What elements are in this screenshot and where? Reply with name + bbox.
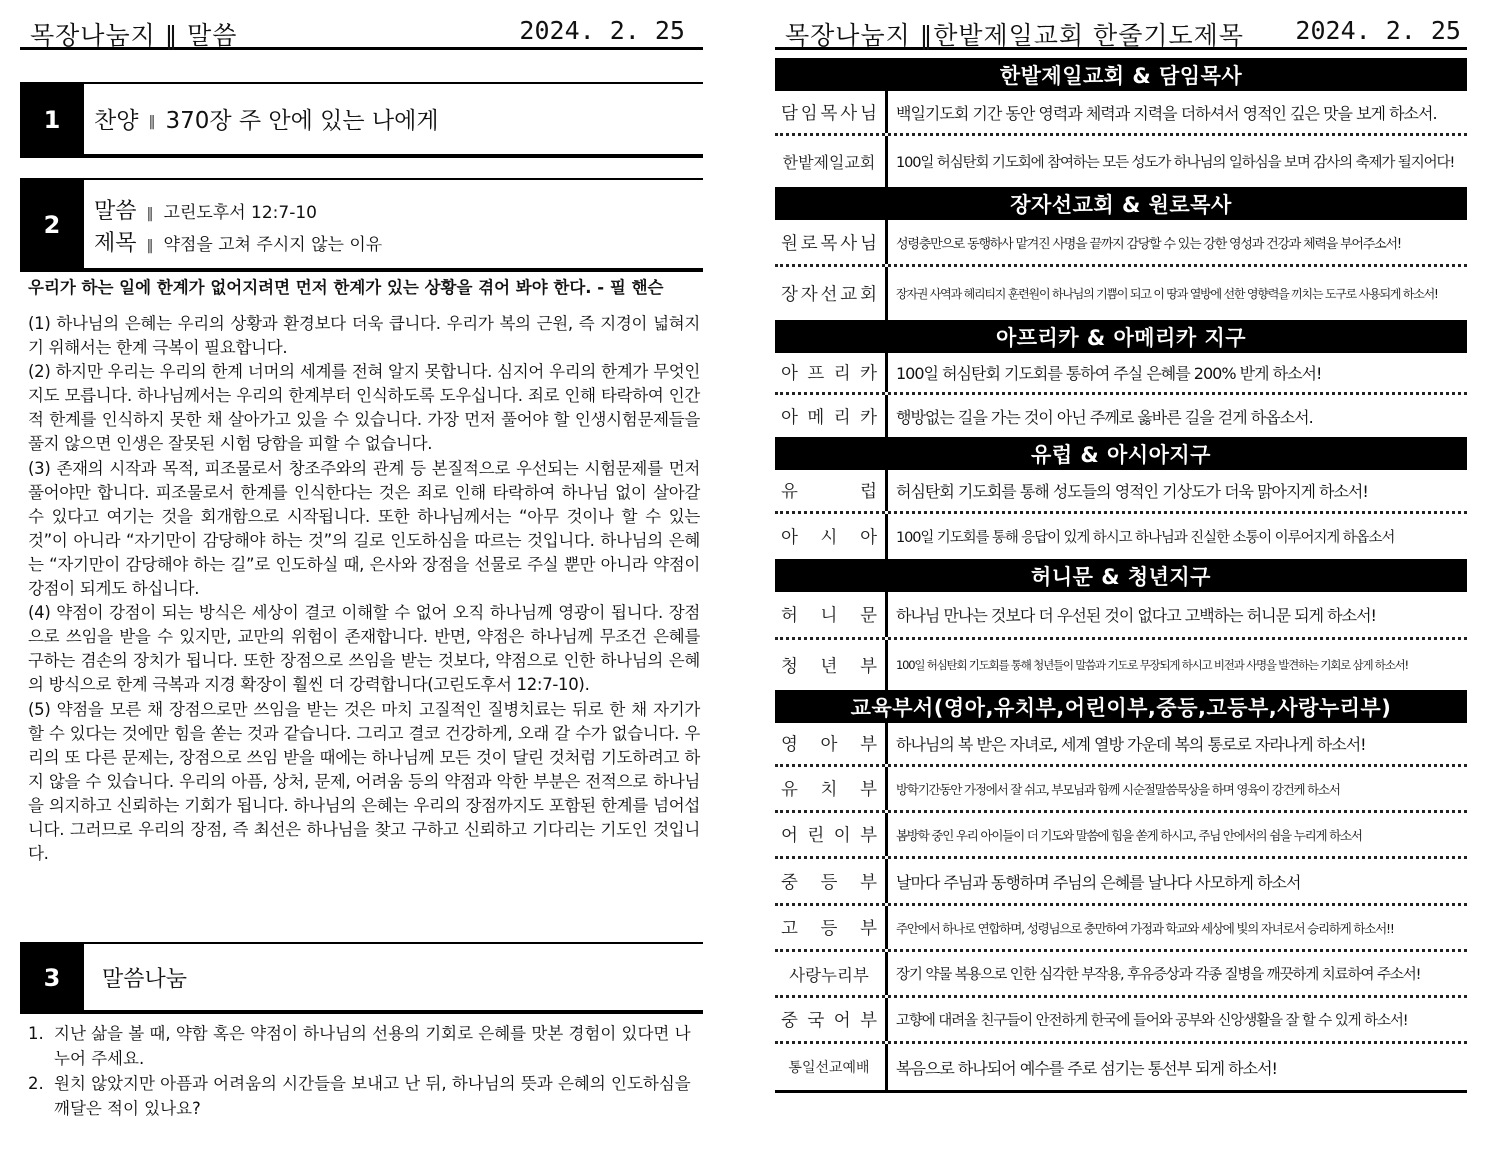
prayer-label [775, 640, 885, 690]
prayer-text: 행방없는 길을 가는 것이 아닌 주께로 옳바른 길을 걷게 하옵소서. [885, 395, 1467, 437]
praise-label: 찬양 [94, 108, 139, 134]
prayer-label [775, 395, 885, 437]
prayer-label [775, 91, 885, 133]
praise-line [94, 102, 439, 135]
scripture-line [94, 194, 317, 225]
label-char: 회 [860, 285, 877, 305]
label-char: 임 [800, 103, 818, 124]
label-char: 장 [781, 285, 798, 305]
label-char: 청 [781, 656, 798, 677]
prayer-text: 백일기도회 기간 동안 영력과 체력과 지력을 더하셔서 영적인 깊은 맛을 보게 하소서. [885, 91, 1467, 133]
section-divider [84, 154, 703, 158]
label-char: 린 [807, 826, 825, 846]
left-page-title: 목장나눔지 ‖ 말씀 [30, 21, 238, 50]
prayer-label [775, 514, 885, 559]
label-char: 아 [781, 528, 798, 548]
sermon-title: 약점을 고쳐 주시지 않는 이유 [163, 235, 383, 255]
title-label: 제목 [94, 231, 137, 256]
prayer-label [775, 592, 885, 637]
label-char: 럽 [860, 482, 877, 502]
scripture-label: 말씀 [94, 199, 137, 224]
question-text: 원치 않았지만 아픔과 어려움의 시간들을 보내고 난 뒤, 하나님의 뜻과 은혜의 인도하심을 깨달은 적이 있나요? [54, 1074, 691, 1118]
section-sharing [20, 942, 703, 1014]
prayer-label [775, 470, 885, 511]
left-page-header [20, 10, 703, 50]
prayer-text: 허심탄회 기도회를 통해 성도들의 영적인 기상도가 더욱 맑아지게 하소서! [885, 470, 1467, 511]
right-page-header [775, 10, 1467, 50]
prayer-row [775, 353, 1467, 395]
prayer-row [775, 723, 1467, 767]
prayer-label [775, 267, 885, 320]
label-char: 로 [800, 233, 818, 254]
question-text: 지난 삶을 볼 때, 약함 혹은 약점이 하나님의 선용의 기회로 은혜를 맛본 경험이 있다면 나누어 주세요. [54, 1024, 691, 1068]
prayer-label [775, 813, 885, 856]
prayer-label [775, 353, 885, 392]
sermon-paragraph: (3) 존재의 시작과 목적, 피조물로서 창조주와의 관계 등 본질적으로 우선되는 시험문제를 먼저 풀어야만 합니다. 피조물로서 한계를 인식한다는 것은 죄로 인해 타락하여 하나님 없이 살아갈 수 있다고 여기는 것을 회개함으로 시작됩니다. 또한 하나님께서는 “아무 것이나 할 수 있는 것”이 아니라 “자기만이 감당해야 하는 것”의 길로 인도하심을 따르는 것입니다. 하나님의 은혜는 “자기만이 감당해야 하는 길”로 인도하실 때, 은사와 장점을 선물로 주실 뿐만 아니라 약점이 강점이 되게도 하십니다. [28, 458, 700, 599]
label-char: 부 [860, 872, 877, 893]
label-char: 아 [820, 735, 838, 755]
label-char: 사 [840, 103, 858, 124]
left-page-date: 2024. 2. 25 [519, 16, 685, 45]
right-page-date: 2024. 2. 25 [1295, 16, 1461, 45]
label-char: 고 [781, 919, 798, 939]
prayer-label [775, 859, 885, 903]
prayer-text: 장자권 사역과 헤리티지 훈련원이 하나님의 기쁨이 되고 이 땅과 열방에 선한 영향력을 끼치는 도구로 사용되게 하소서! [885, 267, 1467, 320]
label-char: 아 [781, 364, 798, 384]
prayer-row [775, 91, 1467, 136]
sermon-paragraph: (4) 약점이 강점이 되는 방식은 세상이 결코 이해할 수 없어 오직 하나님께 영광이 됩니다. 장점으로 쓰임을 받을 수 있지만, 교만의 위험이 존재합니다. 반면, 약점은 하나님께 무조건 은혜를 구하는 겸손의 장치가 됩니다. 또한 장점으로 쓰임을 받는 것보다, 약점으로 인한 하나님의 은혜의 방식으로 한계 극복과 지경 확장이 훨씬 더 강력합니다(고린도후서 12:7-10). [28, 603, 700, 695]
label-char: 이 [833, 826, 851, 846]
prayer-row [775, 220, 1467, 267]
hymn-title: 370장 주 안에 있는 나에게 [165, 108, 439, 134]
label-char: 유 [781, 482, 798, 502]
separator: ‖ [148, 113, 156, 130]
label-char: 어 [833, 1011, 851, 1031]
label-char: 아 [860, 528, 877, 548]
scripture-reference: 고린도후서 12:7-10 [163, 203, 317, 223]
question-number: 1. [28, 1024, 44, 1043]
label-char: 부 [860, 780, 877, 800]
question-item [28, 1071, 700, 1121]
prayer-row [775, 470, 1467, 514]
prayer-row [775, 136, 1467, 187]
label-char: 카 [860, 407, 877, 428]
label-char: 등 [820, 919, 838, 939]
label-char: 유 [781, 780, 798, 800]
label-char: 리 [833, 364, 851, 384]
label-char: 목 [820, 103, 838, 124]
group-heading: 아프리카 & 아메리카 지구 [775, 320, 1467, 353]
prayer-label: 사랑누리부 [789, 965, 869, 985]
label-char: 님 [860, 103, 877, 124]
section-number: 2 [20, 178, 84, 272]
prayer-label: 통일선교예배 [788, 1060, 870, 1076]
prayer-table [775, 58, 1467, 1093]
label-char: 부 [860, 735, 877, 755]
label-char: 부 [860, 826, 877, 846]
group-heading: 한밭제일교회 & 담임목사 [775, 58, 1467, 91]
prayer-text: 날마다 주님과 동행하며 주님의 은혜를 날나다 사모하게 하소서 [885, 859, 1467, 903]
label-char: 중 [781, 1011, 798, 1031]
label-char: 시 [820, 528, 838, 548]
label-char: 카 [860, 364, 877, 384]
section-divider [84, 1010, 703, 1014]
prayer-row [775, 998, 1467, 1044]
question-list [28, 1021, 700, 1121]
group-heading: 교육부서(영아,유치부,어린이부,중등,고등부,사랑누리부) [775, 690, 1467, 723]
prayer-text: 100일 허심탄회 기도회를 통하여 주실 은혜를 200% 받게 하소서! [885, 353, 1467, 392]
section-word [20, 178, 703, 272]
prayer-row [775, 906, 1467, 952]
prayer-label [775, 723, 885, 764]
label-char: 국 [807, 1011, 825, 1031]
sharing-label: 말씀나눔 [102, 967, 188, 992]
prayer-label [775, 767, 885, 810]
prayer-row [775, 813, 1467, 859]
sermon-paragraph: (2) 하지만 우리는 우리의 한계 너머의 세계를 전혀 알지 못합니다. 심지어 우리의 한계가 무엇인지도 모릅니다. 하나님께서는 우리의 한계부터 인식하도록 도우십니다. 죄로 인해 타락하여 인간적 한계를 인식하지 못한 채 살아가고 있을 수 있습니다. 가장 먼저 풀어야 할 인생시험문제들을 풀지 않으면 인생은 잘못된 시험 당함을 피할 수 없습니다. [28, 362, 700, 454]
prayer-text: 고향에 대려올 친구들이 안전하게 한국에 들어와 공부와 신앙생활을 잘 할 수 있게 하소서! [885, 998, 1467, 1041]
prayer-text: 100일 기도회를 통해 응답이 있게 하시고 하나님과 진실한 소통이 이루어지게 하옵소서 [885, 514, 1467, 559]
label-char: 목 [820, 233, 838, 254]
label-char: 니 [820, 606, 838, 626]
section-divider [84, 942, 703, 944]
label-char: 부 [860, 919, 877, 939]
label-char: 문 [860, 606, 877, 626]
label-char: 중 [781, 872, 798, 893]
label-char: 교 [840, 285, 858, 305]
label-char: 프 [807, 364, 825, 384]
prayer-text: 복음으로 하나되어 예수를 주로 섬기는 통선부 되게 하소서! [885, 1044, 1467, 1090]
separator: ‖ [146, 205, 154, 222]
prayer-label [775, 906, 885, 949]
prayer-label: 한밭제일교회 [782, 153, 876, 172]
label-char: 자 [800, 285, 818, 305]
label-char: 영 [781, 735, 798, 755]
prayer-label [775, 220, 885, 264]
label-char: 년 [820, 656, 838, 677]
label-char: 사 [840, 233, 858, 254]
label-char: 부 [860, 656, 877, 677]
prayer-text: 장기 약물 복용으로 인한 심각한 부작용, 후유증상과 각종 질병을 깨끗하게 치료하여 주소서! [885, 952, 1467, 995]
label-char: 허 [781, 606, 798, 626]
prayer-text: 방학기간동안 가정에서 잘 쉬고, 부모님과 함께 시순절말씀묵상을 하며 영육이 강건케 하소서 [885, 767, 1467, 810]
prayer-text: 봄방학 중인 우리 아이들이 더 기도와 말씀에 힘을 쏟게 하시고, 주님 안에서의 쉼을 누리게 하소서 [885, 813, 1467, 856]
sermon-paragraph: (5) 약점을 모른 채 장점으로만 쓰임을 받는 것은 마치 고질적인 질병치료는 뒤로 한 채 자기가 할 수 있다는 것에만 힘을 쏟는 것과 같습니다. 그리고 결코 건강하게, 오래 갈 수가 없습니다. 우리의 또 다른 문제는, 장점으로 쓰임 받을 때에는 하나님께 모든 것이 달린 것처럼 기도하려고 하지 않을 수 있습니다. 우리의 아픔, 상처, 문제, 어려움 등의 약점과 악한 부분은 전적으로 하나님을 의지하고 신뢰하는 기회가 됩니다. 하나님의 은혜는 우리의 장점까지도 포함된 한계를 넘어섭니다. 그러므로 우리의 장점, 즉 최선은 하나님을 찾고 구하고 신뢰하고 기다리는 기도인 것입니다. [28, 699, 700, 864]
question-number: 2. [28, 1074, 44, 1093]
label-char: 등 [820, 872, 838, 893]
group-heading: 허니문 & 청년지구 [775, 559, 1467, 592]
sermon-body [28, 312, 700, 866]
separator: ‖ [146, 237, 154, 254]
label-char: 부 [860, 1011, 877, 1031]
prayer-row [775, 1044, 1467, 1090]
question-item [28, 1021, 700, 1071]
prayer-text: 성령충만으로 동행하사 맡겨진 사명을 끝까지 감당할 수 있는 강한 영성과 건강과 체력을 부어주소서! [885, 220, 1467, 264]
prayer-label [775, 998, 885, 1041]
prayer-row [775, 592, 1467, 640]
prayer-row [775, 267, 1467, 320]
prayer-row [775, 640, 1467, 690]
right-page [775, 0, 1467, 1150]
sermon-title-line [94, 226, 382, 257]
prayer-text: 하나님의 복 받은 자녀로, 세계 열방 가운데 복의 통로로 자라나게 하소서! [885, 723, 1467, 764]
section-divider [84, 82, 703, 84]
prayer-row [775, 514, 1467, 559]
prayer-text: 주안에서 하나로 연합하며, 성령님으로 충만하여 가정과 학교와 세상에 빛의 자녀로서 승리하게 하소서!! [885, 906, 1467, 949]
section-number: 3 [20, 942, 84, 1014]
label-char: 어 [781, 826, 798, 846]
label-char: 아 [781, 407, 798, 428]
prayer-text: 하나님 만나는 것보다 더 우선된 것이 없다고 고백하는 허니문 되게 하소서! [885, 592, 1467, 637]
prayer-row [775, 395, 1467, 437]
prayer-row [775, 767, 1467, 813]
label-char: 선 [820, 285, 838, 305]
label-char: 메 [807, 407, 825, 428]
label-char: 치 [820, 780, 838, 800]
group-heading: 장자선교회 & 원로목사 [775, 187, 1467, 220]
opening-quote: 우리가 하는 일에 한계가 없어지려면 먼저 한계가 있는 상황을 겪어 봐야 한다. - 필 핸슨 [28, 278, 664, 297]
label-char: 님 [860, 233, 877, 254]
section-praise [20, 82, 703, 158]
section-divider [84, 178, 703, 180]
prayer-row [775, 859, 1467, 906]
sermon-paragraph: (1) 하나님의 은혜는 우리의 상황과 환경보다 더욱 큽니다. 우리가 복의 근원, 즉 지경이 넓혀지기 위해서는 한계 극복이 필요합니다. [28, 314, 700, 358]
left-page [20, 0, 703, 1150]
right-page-title: 목장나눔지 ‖한밭제일교회 한줄기도제목 [785, 21, 1244, 50]
prayer-row [775, 952, 1467, 998]
label-char: 담 [781, 103, 798, 124]
label-char: 원 [781, 233, 798, 254]
prayer-text: 100일 허심탄회 기도회에 참여하는 모든 성도가 하나님의 일하심을 보며 감사의 축제가 될지어다! [885, 136, 1467, 187]
group-heading: 유럽 & 아시아지구 [775, 437, 1467, 470]
label-char: 리 [833, 407, 851, 428]
section-number: 1 [20, 82, 84, 158]
prayer-text: 100일 허심탄회 기도회를 통해 청년들이 말씀과 기도로 무장되게 하시고 비전과 사명을 발견하는 기회로 삼게 하소서! [885, 640, 1467, 690]
section-divider [84, 268, 703, 272]
